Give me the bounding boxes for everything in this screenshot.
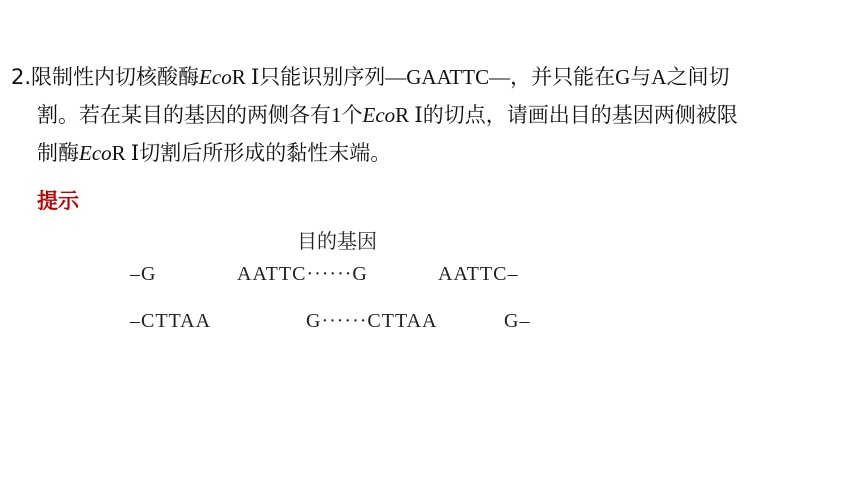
bottom-strand-left: –CTTAA	[130, 310, 212, 332]
question-line-2-part-a: 割。若在某目的基因的两侧各有	[37, 103, 331, 127]
bottom-strand-middle: G······CTTAA	[306, 310, 438, 332]
enzyme-r1: R Ⅰ	[111, 141, 140, 165]
count-number: 1	[331, 103, 342, 127]
question-line-3-part-a: 制酶	[37, 141, 79, 165]
top-strand-left: –G	[130, 263, 157, 285]
question-line-1-part-b: 只能识别序列	[259, 65, 386, 89]
hint-label: 提示	[37, 189, 79, 213]
base-g: G	[615, 65, 631, 89]
bottom-strand-right: G–	[504, 310, 531, 332]
enzyme-eco: Eco	[199, 65, 232, 89]
recognition-sequence: —GAATTC—	[385, 65, 511, 89]
question-line-1-part-c: ，并只能在	[510, 65, 616, 89]
target-gene-label: 目的基因	[297, 229, 377, 253]
question-line-3-part-b: 切割后所形成的黏性末端。	[139, 141, 392, 165]
question-line-1-part-a: 2.限制性内切核酸酶	[11, 65, 200, 89]
enzyme-eco: Eco	[79, 141, 112, 165]
question-line-2-part-c: 的切点，请画出目的基因两侧被限	[422, 103, 738, 127]
enzyme-r1: R Ⅰ	[231, 65, 260, 89]
base-a: A	[651, 65, 667, 89]
question-line-2-part-b: 个	[341, 103, 363, 127]
enzyme-eco: Eco	[362, 103, 396, 127]
enzyme-r1: R Ⅰ	[395, 103, 423, 127]
question-line-1-part-d: 与	[630, 65, 652, 89]
question-line-1-part-e: 之间切	[666, 65, 730, 89]
top-strand-middle: AATTC······G	[237, 263, 368, 285]
top-strand-right: AATTC–	[438, 263, 519, 285]
